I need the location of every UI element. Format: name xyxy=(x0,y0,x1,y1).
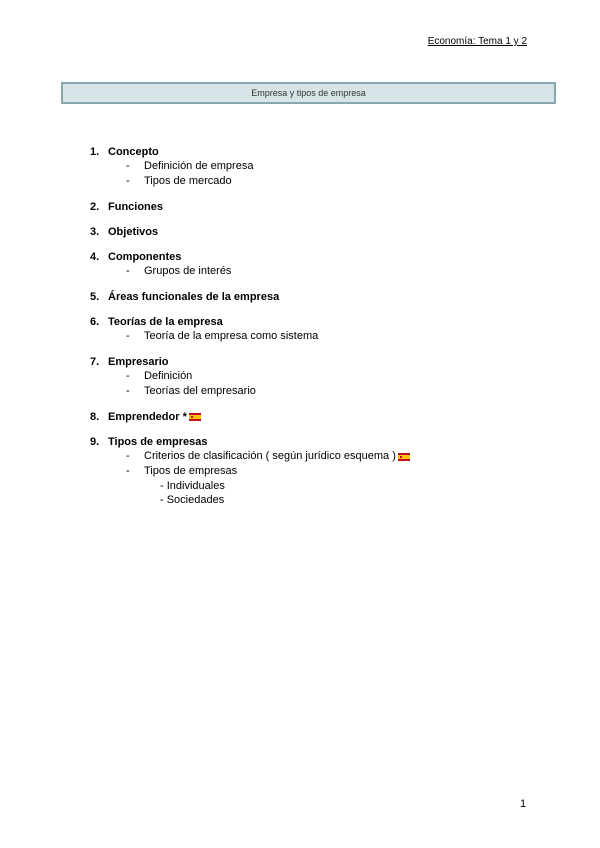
list-item xyxy=(90,264,550,279)
list-item-label: Tipos de empresas xyxy=(144,465,238,477)
list-item xyxy=(90,174,550,189)
section-number: 6. xyxy=(90,316,100,328)
list-dash: - xyxy=(126,370,130,382)
section-label: Concepto xyxy=(108,146,159,158)
section-label: Teorías de la empresa xyxy=(108,316,223,328)
list-item xyxy=(90,369,550,384)
section-areas-funcionales xyxy=(90,290,550,304)
section-label: Tipos de empresas xyxy=(108,436,208,448)
section-number: 7. xyxy=(90,356,100,368)
section-label: Áreas funcionales de la empresa xyxy=(108,291,280,303)
list-item-label: Grupos de interés xyxy=(144,265,232,277)
section-number: 5. xyxy=(90,291,100,303)
section-heading xyxy=(90,355,550,369)
list-item xyxy=(90,384,550,399)
section-label: Funciones xyxy=(108,201,164,213)
section-number: 1. xyxy=(90,146,100,158)
list-item xyxy=(90,449,550,464)
list-dash: - xyxy=(126,385,130,397)
spain-flag-icon xyxy=(189,413,201,421)
section-heading xyxy=(90,315,550,329)
list-item-label: Teoría de la empresa como sistema xyxy=(144,330,319,342)
section-label: Objetivos xyxy=(108,226,159,238)
section-heading xyxy=(90,290,550,304)
page-number: 1 xyxy=(520,798,527,810)
table-of-contents xyxy=(90,145,550,518)
section-number: 3. xyxy=(90,226,100,238)
spain-flag-icon xyxy=(398,453,410,461)
section-number: 9. xyxy=(90,436,100,448)
section-componentes xyxy=(90,250,550,279)
section-heading xyxy=(90,225,550,239)
list-item xyxy=(90,329,550,344)
document-title: Empresa y tipos de empresa xyxy=(251,88,366,98)
list-dash: - xyxy=(126,265,130,277)
list-dash: - xyxy=(126,450,130,462)
nested-list-item: - Individuales xyxy=(160,480,225,492)
nested-list-item: - Sociedades xyxy=(160,494,225,506)
section-heading xyxy=(90,410,550,424)
section-heading xyxy=(90,200,550,214)
list-dash: - xyxy=(126,175,130,187)
section-concepto xyxy=(90,145,550,189)
section-emprendedor xyxy=(90,410,550,424)
section-funciones xyxy=(90,200,550,214)
section-number: 2. xyxy=(90,201,100,213)
list-dash: - xyxy=(126,330,130,342)
section-label: Componentes xyxy=(108,251,182,263)
section-empresario xyxy=(90,355,550,399)
list-dash: - xyxy=(126,160,130,172)
list-item-label: Definición de empresa xyxy=(144,160,254,172)
document-title-box xyxy=(61,82,556,104)
section-label: Empresario xyxy=(108,356,169,368)
section-heading xyxy=(90,250,550,264)
section-objetivos xyxy=(90,225,550,239)
list-dash: - xyxy=(126,465,130,477)
section-heading xyxy=(90,435,550,449)
list-item xyxy=(90,159,550,174)
list-item-label: Definición xyxy=(144,370,193,382)
section-label: Emprendedor * xyxy=(108,411,187,423)
document-header: Economía: Tema 1 y 2 xyxy=(427,36,527,47)
list-item-label: Tipos de mercado xyxy=(144,175,232,187)
list-item-label: Teorías del empresario xyxy=(144,385,256,397)
list-item xyxy=(90,464,550,479)
section-number: 8. xyxy=(90,411,100,423)
section-number: 4. xyxy=(90,251,100,263)
section-heading xyxy=(90,145,550,159)
section-tipos-empresas xyxy=(90,435,550,507)
list-item-label: Criterios de clasificación ( según jurídico esquema ) xyxy=(144,450,396,462)
section-teorias xyxy=(90,315,550,344)
